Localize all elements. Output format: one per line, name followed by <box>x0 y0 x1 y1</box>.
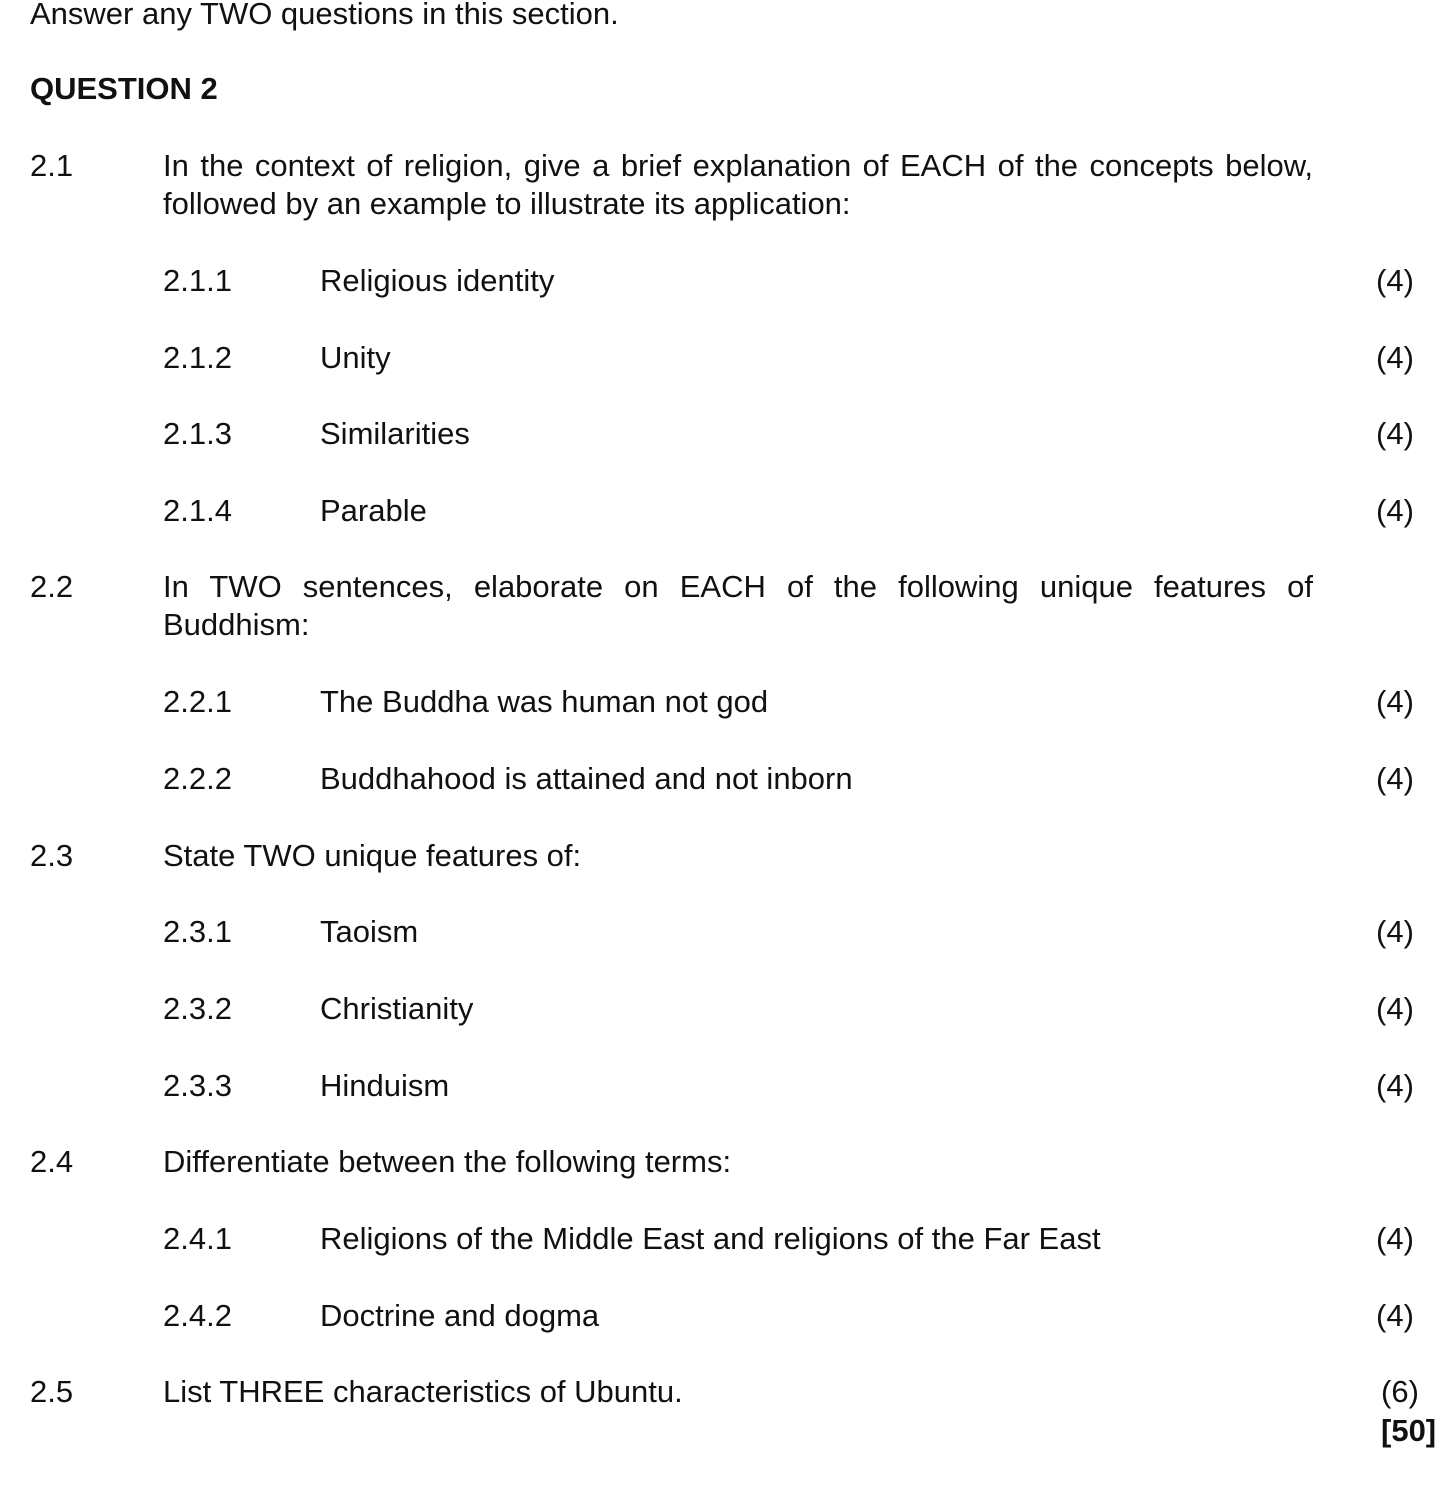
subquestion-text: Doctrine and dogma <box>320 1298 600 1333</box>
question-text: In TWO sentences, elaborate on EACH of the following unique features of Buddhism: <box>163 569 1313 642</box>
subquestion-number: 2.4.2 <box>163 1298 232 1333</box>
subquestion-text: Christianity <box>320 991 474 1026</box>
mark-allocation: (6) <box>1381 1374 1419 1409</box>
subquestion-text: The Buddha was human not god <box>320 684 769 719</box>
subquestion-text: Parable <box>320 493 427 528</box>
subquestion-number: 2.3.3 <box>163 1068 232 1103</box>
question-total: [50] <box>1381 1413 1436 1448</box>
subquestion-number: 2.2.1 <box>163 684 232 719</box>
subquestion-text: Hinduism <box>320 1068 450 1103</box>
question-text: State TWO unique features of: <box>163 838 582 873</box>
mark-allocation: (4) <box>1376 1068 1414 1103</box>
subquestion-number: 2.2.2 <box>163 761 232 796</box>
mark-allocation: (4) <box>1376 493 1414 528</box>
mark-allocation: (4) <box>1376 991 1414 1026</box>
question-text: List THREE characteristics of Ubuntu. <box>163 1374 683 1409</box>
mark-allocation: (4) <box>1376 761 1414 796</box>
mark-allocation: (4) <box>1376 1298 1414 1333</box>
mark-allocation: (4) <box>1376 263 1414 298</box>
subquestion-number: 2.1.1 <box>163 263 232 298</box>
question-text: Differentiate between the following terms: <box>163 1144 732 1179</box>
subquestion-text: Unity <box>320 340 391 375</box>
question-text: In the context of religion, give a brief explanation of EACH of the concepts below, followed by an example to illustrate its application: <box>163 148 1313 221</box>
subquestion-number: 2.1.3 <box>163 416 232 451</box>
question-number: 2.1 <box>30 148 74 183</box>
question-number: 2.5 <box>30 1374 74 1409</box>
subquestion-text: Similarities <box>320 416 470 451</box>
mark-allocation: (4) <box>1376 1221 1414 1256</box>
question-number: 2.4 <box>30 1144 74 1179</box>
mark-allocation: (4) <box>1376 416 1414 451</box>
subquestion-number: 2.1.4 <box>163 493 232 528</box>
subquestion-number: 2.1.2 <box>163 340 232 375</box>
question-number: 2.3 <box>30 838 74 873</box>
subquestion-number: 2.3.2 <box>163 991 232 1026</box>
subquestion-text: Religions of the Middle East and religions of the Far East <box>320 1221 1101 1256</box>
mark-allocation: (4) <box>1376 340 1414 375</box>
subquestion-text: Religious identity <box>320 263 555 298</box>
mark-allocation: (4) <box>1376 914 1414 949</box>
mark-allocation: (4) <box>1376 684 1414 719</box>
subquestion-number: 2.3.1 <box>163 914 232 949</box>
subquestion-text: Buddhahood is attained and not inborn <box>320 761 853 796</box>
subquestion-number: 2.4.1 <box>163 1221 232 1256</box>
section-instruction: Answer any TWO questions in this section. <box>30 0 619 31</box>
question-number: 2.2 <box>30 569 74 604</box>
subquestion-text: Taoism <box>320 914 419 949</box>
question-title: QUESTION 2 <box>30 71 218 106</box>
